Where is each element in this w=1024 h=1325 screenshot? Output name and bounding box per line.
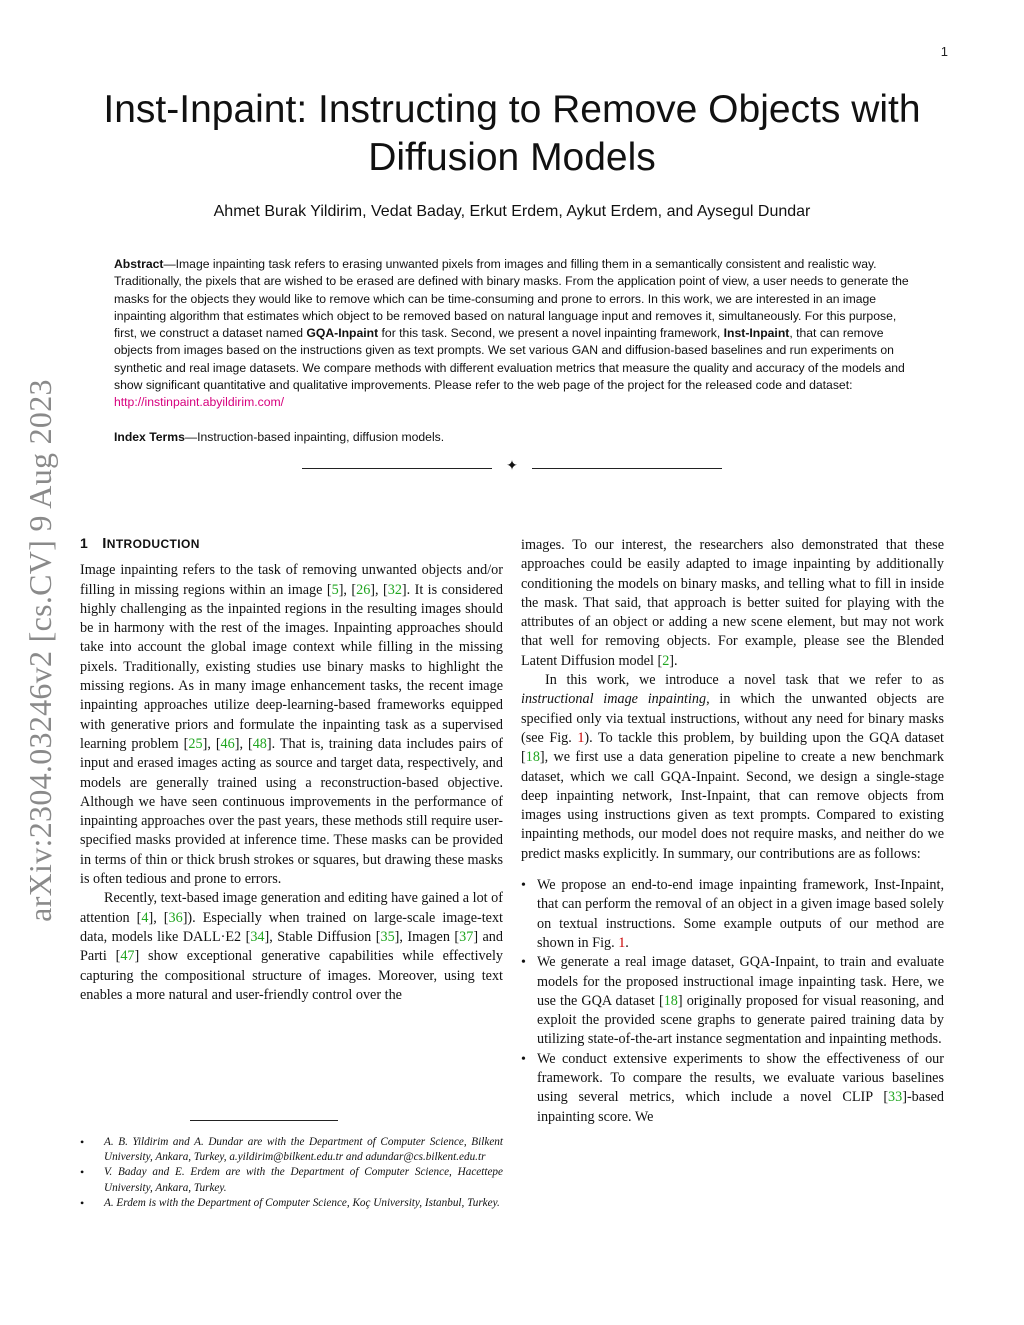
abstract-dataset-name: GQA-Inpaint [306, 326, 379, 341]
intro-paragraph-2 [80, 889, 503, 1005]
text-run: , in which the unwanted objects are specified only via textual instructions, without any need for binary masks (see Fig. [521, 691, 944, 746]
section-title-rest: NTRODUCTION [106, 537, 200, 551]
citation-link[interactable]: 18 [663, 992, 678, 1009]
citation-link[interactable]: 32 [387, 581, 402, 598]
text-run: Image inpainting refers to the task of removing unwanted objects and/or filling in missing regions within an image [ [80, 562, 503, 598]
contributions-list [521, 876, 944, 1127]
footnote-item: • A. Erdem is with the Department of Computer Science, Koç University, Istanbul, Turkey. [80, 1196, 503, 1211]
section-heading-introduction [80, 534, 503, 554]
citation-link[interactable]: 47 [120, 948, 135, 965]
index-terms-text: —Instruction-based inpainting, diffusion models. [184, 430, 445, 444]
footnotes [80, 1135, 503, 1211]
text-run: . [625, 934, 629, 951]
index-terms-label: Index Terms [114, 430, 185, 444]
abstract-text-1: —Image inpainting task refers to erasing unwanted pixels from images and filling them in a semantically consistent and realistic way. Traditionally, the pixels that are wished to be erased are defined with binary masks. From the application point of view, a user needs to generate the masks for the objects they would like to remove which can be time-consuming and prone to errors. In this work, we are interested in an image inpainting algorithm that estimates which object to be removed based on natural language input and removes it, simultaneously. For this purpose, first, we construct a dataset named [114, 257, 909, 341]
project-url-link[interactable]: http://instinpaint.abyildirim.com/ [114, 395, 285, 410]
citation-link[interactable]: 34 [250, 928, 265, 945]
arxiv-stamp [20, 350, 60, 950]
text-run: ]). Especially when trained on large-scale image-text data, models like DALL·E2 [ [80, 909, 503, 945]
text-run: ], we first use a data generation pipeline to create a new benchmark dataset, which we call GQA-Inpaint. Second, we design a single-stage deep inpainting network, Inst-Inpaint, that can remove objects from images using instructions given as text prompts. Compared to existing inpainting methods, our model does not require masks, and neither do we predict masks explicitly. In summary, our contributions are as follows: [521, 749, 944, 862]
section-divider [302, 459, 722, 475]
page-number: 1 [940, 44, 948, 59]
text-run: ], [ [202, 735, 221, 752]
author-list: Ahmet Burak Yildirim, Vedat Baday, Erkut Erdem, Aykut Erdem, and Aysegul Dundar [213, 203, 811, 220]
divider-line-right [532, 468, 722, 469]
text-run: images. To our interest, the researchers also demonstrated that these approaches could be easily adapted to image inpainting by additionally conditioning the models on binary masks, and telling what to fill in inside the mask. That said, that approach is better suited for playing with the attributes of an object or adding a new scene element, but may not work that well for removing objects. For example, please see the Blended Latent Diffusion model [ [521, 537, 944, 669]
divider-diamond-icon: ✦ [506, 459, 518, 474]
text-run: ). To tackle this problem, by building upon the GQA dataset [ [521, 729, 944, 766]
right-column [521, 536, 944, 1127]
contribution-item [521, 1050, 944, 1127]
text-run: ]. [669, 652, 678, 669]
emphasized-term: instructional image inpainting [521, 691, 707, 708]
citation-link[interactable]: 36 [168, 909, 183, 926]
citation-link[interactable]: 18 [525, 749, 540, 766]
divider-line-left [302, 468, 492, 469]
text-run: ]. That is, training data includes pairs of input and erased images acting as source and target data, respectively, and models are generally trained using a reconstruction-based objective. Although we have seen continuous improvements in the performance of inpainting approaches over the past years, these methods still require user-specified masks provided at inference time. These masks can be provided in terms of thin or thick brush strokes or squares, but drawing these masks is often tedious and prone to errors. [80, 735, 503, 888]
contribution-item [521, 876, 944, 953]
text-run: In this work, we introduce a novel task that we refer to as [545, 672, 944, 689]
text-run: ] originally proposed for visual reasoning, and exploit the provided scene graphs to generate paired training data by utilizing state-of-the-art instance segmentation and inpainting methods. [537, 992, 944, 1048]
abstract-label: Abstract [114, 257, 164, 271]
citation-link[interactable]: 33 [888, 1089, 903, 1106]
text-run: ]. It is considered highly challenging as the inpainted regions in the resulting images should be in harmony with the rest of the images. Inpainting approaches should take into account the global image context while filling in the missing pixels. Traditionally, existing studies use binary masks to highlight the missing regions. As in many image enhancement tasks, the recent image inpainting approaches utilize deep-learning-based frameworks equipped with generative priors and formulate the inpainting task as a supervised learning problem [ [80, 581, 504, 752]
footnote-item: • V. Baday and E. Erdem are with the Department of Computer Science, Hacettepe University, Ankara, Turkey. [80, 1165, 503, 1195]
citation-link[interactable]: 25 [188, 735, 203, 752]
section-title-initial: I [102, 535, 107, 552]
arxiv-stamp-text: arXiv:2304.03246v2 [cs.CV] 9 Aug 2023 [21, 378, 58, 922]
citation-link[interactable]: 35 [380, 928, 395, 945]
intro-paragraph-3 [521, 536, 944, 671]
text-run: ] and Parti [ [80, 928, 503, 965]
left-column [80, 534, 503, 1005]
paper-title: Inst-Inpaint: Instructing to Remove Objects with Diffusion Models [103, 88, 921, 179]
contribution-item [521, 953, 944, 1049]
text-run: ]-based inpainting score. We [537, 1089, 944, 1125]
text-run: ], [ [370, 581, 388, 598]
footnote-rule [190, 1120, 338, 1121]
text-run: ], [ [338, 581, 357, 598]
citation-link[interactable]: 4 [141, 909, 149, 926]
text-run: ], Imagen [ [394, 928, 460, 945]
text-run: We generate a real image dataset, GQA-Inpaint, to train and evaluate models for the proposed instructional image inpainting task. Here, we use the GQA dataset [ [537, 954, 944, 1009]
text-run: ] show exceptional generative capabilities while effectively capturing the compositional structure of images. Moreover, using text enables a more natural and user-friendly control over the [80, 948, 503, 1003]
citation-link[interactable]: 48 [252, 735, 267, 752]
citation-link[interactable]: 2 [662, 652, 670, 669]
abstract [114, 256, 910, 412]
figure-ref-link[interactable]: 1 [577, 729, 585, 746]
text-run: We propose an end-to-end image inpainting framework, Inst-Inpaint, that can perform the removal of an object in a given image based solely on textual instructions. Some example outputs of our method are shown in Fig. [537, 877, 944, 951]
abstract-text-2: for this task. Second, we present a novel inpainting framework, [378, 326, 724, 341]
text-run: ], Stable Diffusion [ [264, 928, 381, 945]
abstract-framework-name: Inst-Inpaint [723, 326, 790, 341]
abstract-text-3: , that can remove objects from images based on the instructions given as text prompts. We set various GAN and diffusion-based baselines and run experiments on synthetic and real image datasets. We compare methods with different evaluation metrics that measure the quality and accuracy of the models and show significant quantitative and qualitative improvements. Please refer to the web page of the project for the released code and dataset: [114, 326, 905, 393]
intro-paragraph-1 [80, 561, 503, 889]
citation-link[interactable]: 5 [331, 581, 339, 598]
figure-ref-link[interactable]: 1 [618, 934, 626, 951]
citation-link[interactable]: 26 [356, 581, 371, 598]
intro-paragraph-4 [521, 671, 944, 864]
footnote-item: • A. B. Yildirim and A. Dundar are with the Department of Computer Science, Bilkent University, Ankara, Turkey, a.yildirim@bilkent.edu.tr and adundar@cs.bilkent.edu.tr [80, 1135, 503, 1165]
section-number: 1 [80, 535, 89, 551]
citation-link[interactable]: 46 [220, 735, 235, 752]
text-run: ], [ [148, 909, 169, 926]
text-run: ], [ [234, 735, 253, 752]
index-terms [114, 430, 910, 444]
citation-link[interactable]: 37 [459, 928, 474, 945]
text-run: Recently, text-based image generation and editing have gained a lot of attention [ [80, 890, 503, 926]
text-run: We conduct extensive experiments to show the effectiveness of our framework. To compare the results, we evaluate various baselines using several metrics, which include a novel CLIP [ [537, 1050, 944, 1106]
